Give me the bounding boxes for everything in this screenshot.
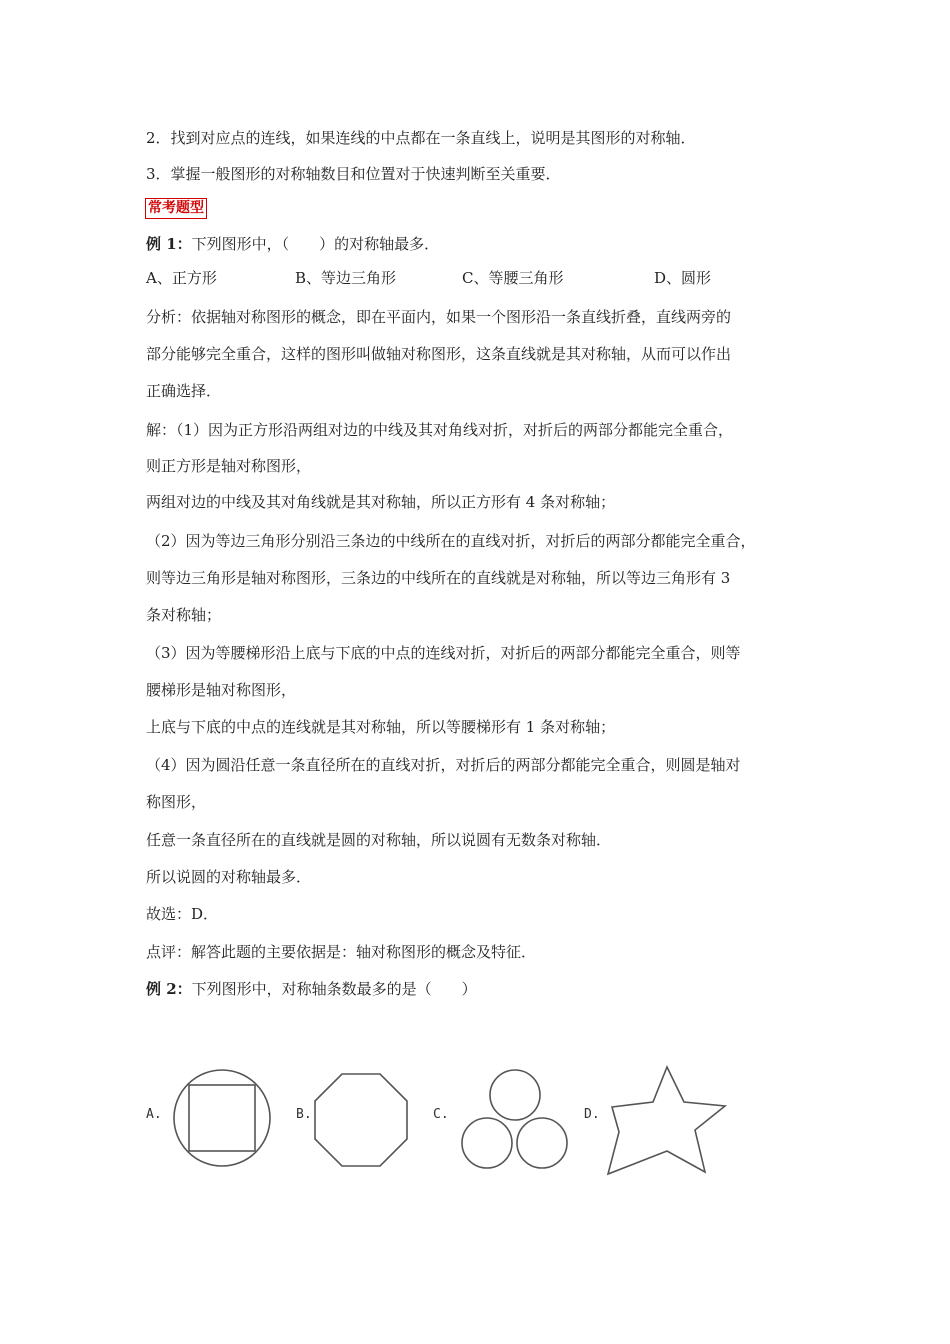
solution-line: 所以说圆的对称轴最多．: [146, 868, 312, 886]
solution-line: （4）因为圆沿任意一条直径所在的直线对折，对折后的两部分都能完全重合，则圆是轴对: [146, 756, 741, 774]
figure-b-octagon: [315, 1074, 407, 1166]
solution-line: 上底与下底的中点的连线就是其对称轴，所以等腰梯形有 1 条对称轴；: [146, 718, 616, 736]
figure-b-label: B.: [296, 1107, 312, 1122]
option-a: A、正方形: [146, 269, 217, 287]
solution-line: 腰梯形是轴对称图形，: [146, 681, 297, 699]
figure-a-label: A.: [146, 1107, 162, 1122]
figure-a-circle-square: [174, 1070, 270, 1166]
solution-line: 解：（1）因为正方形沿两组对边的中线及其对角线对折，对折后的两部分都能完全重合，: [146, 421, 734, 439]
answer-line: 故选：D．: [146, 905, 219, 923]
text-line: 3．掌握一般图形的对称轴数目和位置对于快速判断至关重要．: [146, 165, 561, 183]
section-badge: 常考题型: [145, 198, 207, 219]
example-1-question: [146, 234, 439, 254]
example-1-text: 下列图形中，（ ）的对称轴最多．: [191, 235, 440, 253]
option-b: B、等边三角形: [295, 269, 397, 287]
analysis-line: 部分能够完全重合，这样的图形叫做轴对称图形，这条直线就是其对称轴，从而可以作出: [146, 345, 732, 363]
figure-d-star: [608, 1067, 725, 1174]
example-2-question: [146, 979, 477, 999]
option-d: D、圆形: [654, 269, 712, 287]
solution-line: （2）因为等边三角形分别沿三条边的中线所在的直线对折，对折后的两部分都能完全重合，: [146, 532, 756, 550]
solution-line: 条对称轴；: [146, 606, 222, 624]
example-1-label: 例 1：: [146, 235, 192, 253]
solution-line: 称图形，: [146, 793, 207, 811]
solution-line: 则正方形是轴对称图形，: [146, 457, 312, 475]
example-2-text: 下列图形中，对称轴条数最多的是（ ）: [191, 980, 477, 998]
solution-line: 两组对边的中线及其对角线就是其对称轴，所以正方形有 4 条对称轴；: [146, 493, 616, 511]
figure-c-label: C.: [433, 1107, 449, 1122]
example-2-label: 例 2：: [146, 980, 192, 998]
option-c: C、等腰三角形: [462, 269, 564, 287]
solution-line: （3）因为等腰梯形沿上底与下底的中点的连线对折，对折后的两部分都能完全重合，则等: [146, 644, 741, 662]
analysis-line: 分析：依据轴对称图形的概念，即在平面内，如果一个图形沿一条直线折叠，直线两旁的: [146, 308, 732, 326]
figure-c-three-circles: [462, 1070, 567, 1168]
figure-d-label: D.: [584, 1107, 600, 1122]
solution-line: 则等边三角形是轴对称图形，三条边的中线所在的直线就是对称轴，所以等边三角形有 3: [146, 569, 731, 587]
text-line: 2．找到对应点的连线，如果连线的中点都在一条直线上，说明是其图形的对称轴．: [146, 129, 696, 147]
analysis-line: 正确选择．: [146, 382, 222, 400]
solution-line: 任意一条直径所在的直线就是圆的对称轴，所以说圆有无数条对称轴．: [146, 831, 612, 849]
figures-panel: [130, 1050, 750, 1185]
comment-line: 点评：解答此题的主要依据是：轴对称图形的概念及特征．: [146, 943, 537, 961]
